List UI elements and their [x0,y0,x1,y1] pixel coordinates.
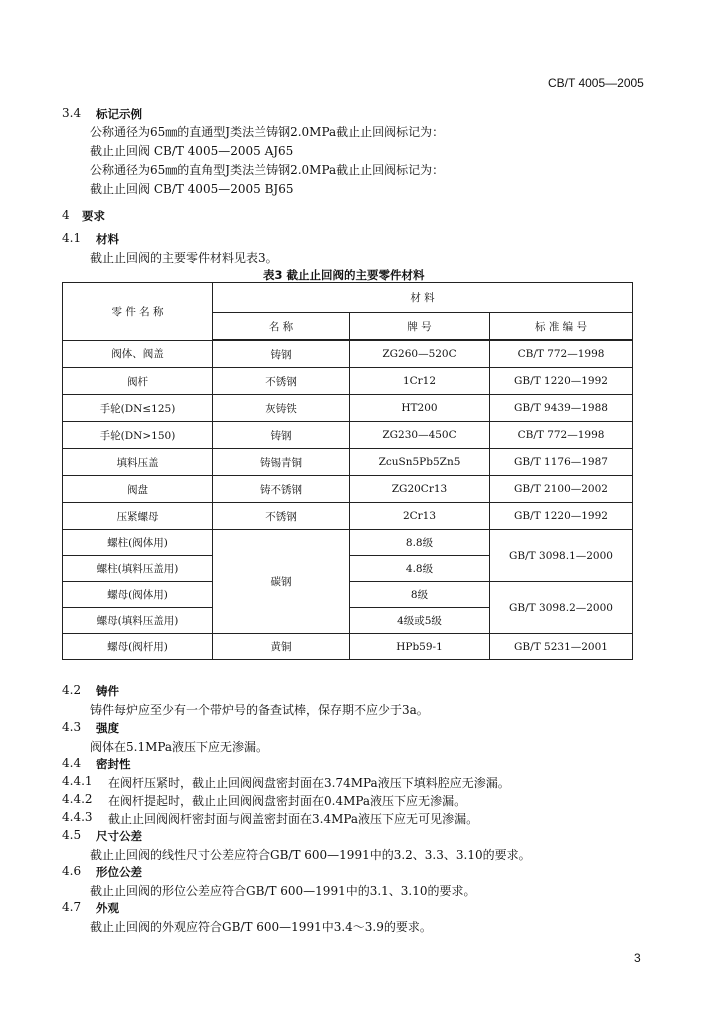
section-4-4-2-text: 在阀杆提起时，截止止回阀阀盘密封面在0.4MPa液压下应无渗漏。 [108,794,467,808]
section-4-4-2-number: 4.4.2 [62,792,93,806]
table-row [63,340,633,368]
cell-part: 压紧螺母 [63,503,213,530]
cell-standard: CB/T 772—1998 [490,340,633,368]
cell-grade: 1Cr12 [350,368,490,395]
section-4-3-title: 强度 [96,721,119,735]
cell-grade: ZG230—450C [350,422,490,449]
cell-material-name: 铸钢 [213,422,350,449]
cell-standard: GB/T 1220—1992 [490,503,633,530]
cell-part: 填料压盖 [63,449,213,476]
cell-standard-3098-2: GB/T 3098.2—2000 [490,582,633,634]
section-4-5-text: 截止止回阀的线性尺寸公差应符合GB/T 600—1991中的3.2、3.3、3.10的要求。 [90,848,531,862]
section-4-4-1-text: 在阀杆压紧时，截止止回阀阀盘密封面在3.74MPa液压下填料腔应无渗漏。 [108,776,510,790]
section-4-4-1-number: 4.4.1 [62,774,93,788]
cell-grade: ZG20Cr13 [350,476,490,503]
cell-standard: GB/T 1220—1992 [490,368,633,395]
cell-grade: 2Cr13 [350,503,490,530]
table-row [63,634,633,660]
cell-part: 阀体、阀盖 [63,340,213,368]
marking-example-line-2: 截止止回阀 CB/T 4005—2005 AJ65 [90,144,294,158]
cell-part: 螺母(填料压盖用) [63,608,213,634]
section-4-6-number: 4.6 [62,864,82,878]
cell-part: 阀盘 [63,476,213,503]
table-row [63,476,633,503]
table-3-caption: 表3 截止止回阀的主要零件材料 [263,268,425,282]
table-3 [62,282,633,660]
cell-grade: ZG260—520C [350,340,490,368]
section-4-4-3-number: 4.4.3 [62,810,93,824]
cell-grade: 4级或5级 [350,608,490,634]
marking-example-line-3: 公称通径为65㎜的直角型J类法兰铸钢2.0MPa截止止回阀标记为： [90,163,445,177]
cell-part: 螺母(阀体用) [63,582,213,608]
section-4-7-number: 4.7 [62,900,82,914]
section-4-6-text: 截止止回阀的形位公差应符合GB/T 600—1991中的3.1、3.10的要求。 [90,884,476,898]
cell-grade: 4.8级 [350,556,490,582]
section-3-4-title: 标记示例 [96,107,142,121]
table-row [63,530,633,556]
cell-part: 手轮(DN>150) [63,422,213,449]
cell-standard-3098-1: GB/T 3098.1—2000 [490,530,633,582]
header-standard-number: 标 准 编 号 [490,313,633,341]
section-4-1-number: 4.1 [62,231,82,245]
section-4-2-number: 4.2 [62,683,82,697]
section-4-number: 4 [62,208,70,222]
section-4-6-title: 形位公差 [96,865,142,879]
section-4-5-title: 尺寸公差 [96,829,142,843]
cell-grade: ZcuSn5Pb5Zn5 [350,449,490,476]
cell-grade: HT200 [350,395,490,422]
cell-material-name-carbon-steel: 碳钢 [213,530,350,634]
section-4-3-number: 4.3 [62,720,82,734]
section-4-1-text: 截止止回阀的主要零件材料见表3。 [90,251,278,265]
section-4-1-title: 材料 [96,232,119,246]
cell-grade: 8级 [350,582,490,608]
cell-part: 手轮(DN≤125) [63,395,213,422]
table-row [63,449,633,476]
cell-material-name: 铸钢 [213,340,350,368]
cell-part: 螺柱(填料压盖用) [63,556,213,582]
cell-material-name: 铸锡青铜 [213,449,350,476]
table-row [63,368,633,395]
cell-grade: HPb59-1 [350,634,490,660]
header-material: 材 料 [213,283,633,313]
cell-material-name: 不锈钢 [213,368,350,395]
header-grade: 牌 号 [350,313,490,341]
header-part-name: 零 件 名 称 [63,283,213,341]
cell-standard: GB/T 1176—1987 [490,449,633,476]
section-4-7-title: 外观 [96,901,119,915]
marking-example-line-4: 截止止回阀 CB/T 4005—2005 BJ65 [90,182,294,196]
section-4-4-3-text: 截止止回阀阀杆密封面与阀盖密封面在3.4MPa液压下应无可见渗漏。 [108,812,479,826]
section-4-2-title: 铸件 [96,684,119,698]
table-row [63,395,633,422]
cell-part: 螺柱(阀体用) [63,530,213,556]
section-4-4-number: 4.4 [62,756,82,770]
cell-standard: GB/T 2100—2002 [490,476,633,503]
cell-part: 阀杆 [63,368,213,395]
section-4-4-title: 密封性 [96,757,131,771]
table-row [63,422,633,449]
section-3-4-number: 3.4 [62,106,82,120]
cell-material-name: 铸不锈钢 [213,476,350,503]
cell-material-name: 黄铜 [213,634,350,660]
section-4-3-text: 阀体在5.1MPa液压下应无渗漏。 [90,740,269,754]
section-4-5-number: 4.5 [62,828,82,842]
section-4-2-text: 铸件每炉应至少有一个带炉号的备查试棒，保存期不应少于3a。 [90,703,429,717]
page-number: 3 [634,951,641,965]
standard-number: CB/T 4005—2005 [548,76,644,90]
marking-example-line-1: 公称通径为65㎜的直通型J类法兰铸钢2.0MPa截止止回阀标记为： [90,125,445,139]
section-4-title: 要求 [82,209,105,223]
cell-material-name: 灰铸铁 [213,395,350,422]
cell-grade: 8.8级 [350,530,490,556]
cell-part: 螺母(阀杆用) [63,634,213,660]
cell-standard: GB/T 5231—2001 [490,634,633,660]
table-row [63,503,633,530]
header-material-name: 名 称 [213,313,350,341]
cell-standard: CB/T 772—1998 [490,422,633,449]
cell-material-name: 不锈钢 [213,503,350,530]
cell-standard: GB/T 9439—1988 [490,395,633,422]
section-4-7-text: 截止止回阀的外观应符合GB/T 600—1991中3.4～3.9的要求。 [90,920,432,934]
